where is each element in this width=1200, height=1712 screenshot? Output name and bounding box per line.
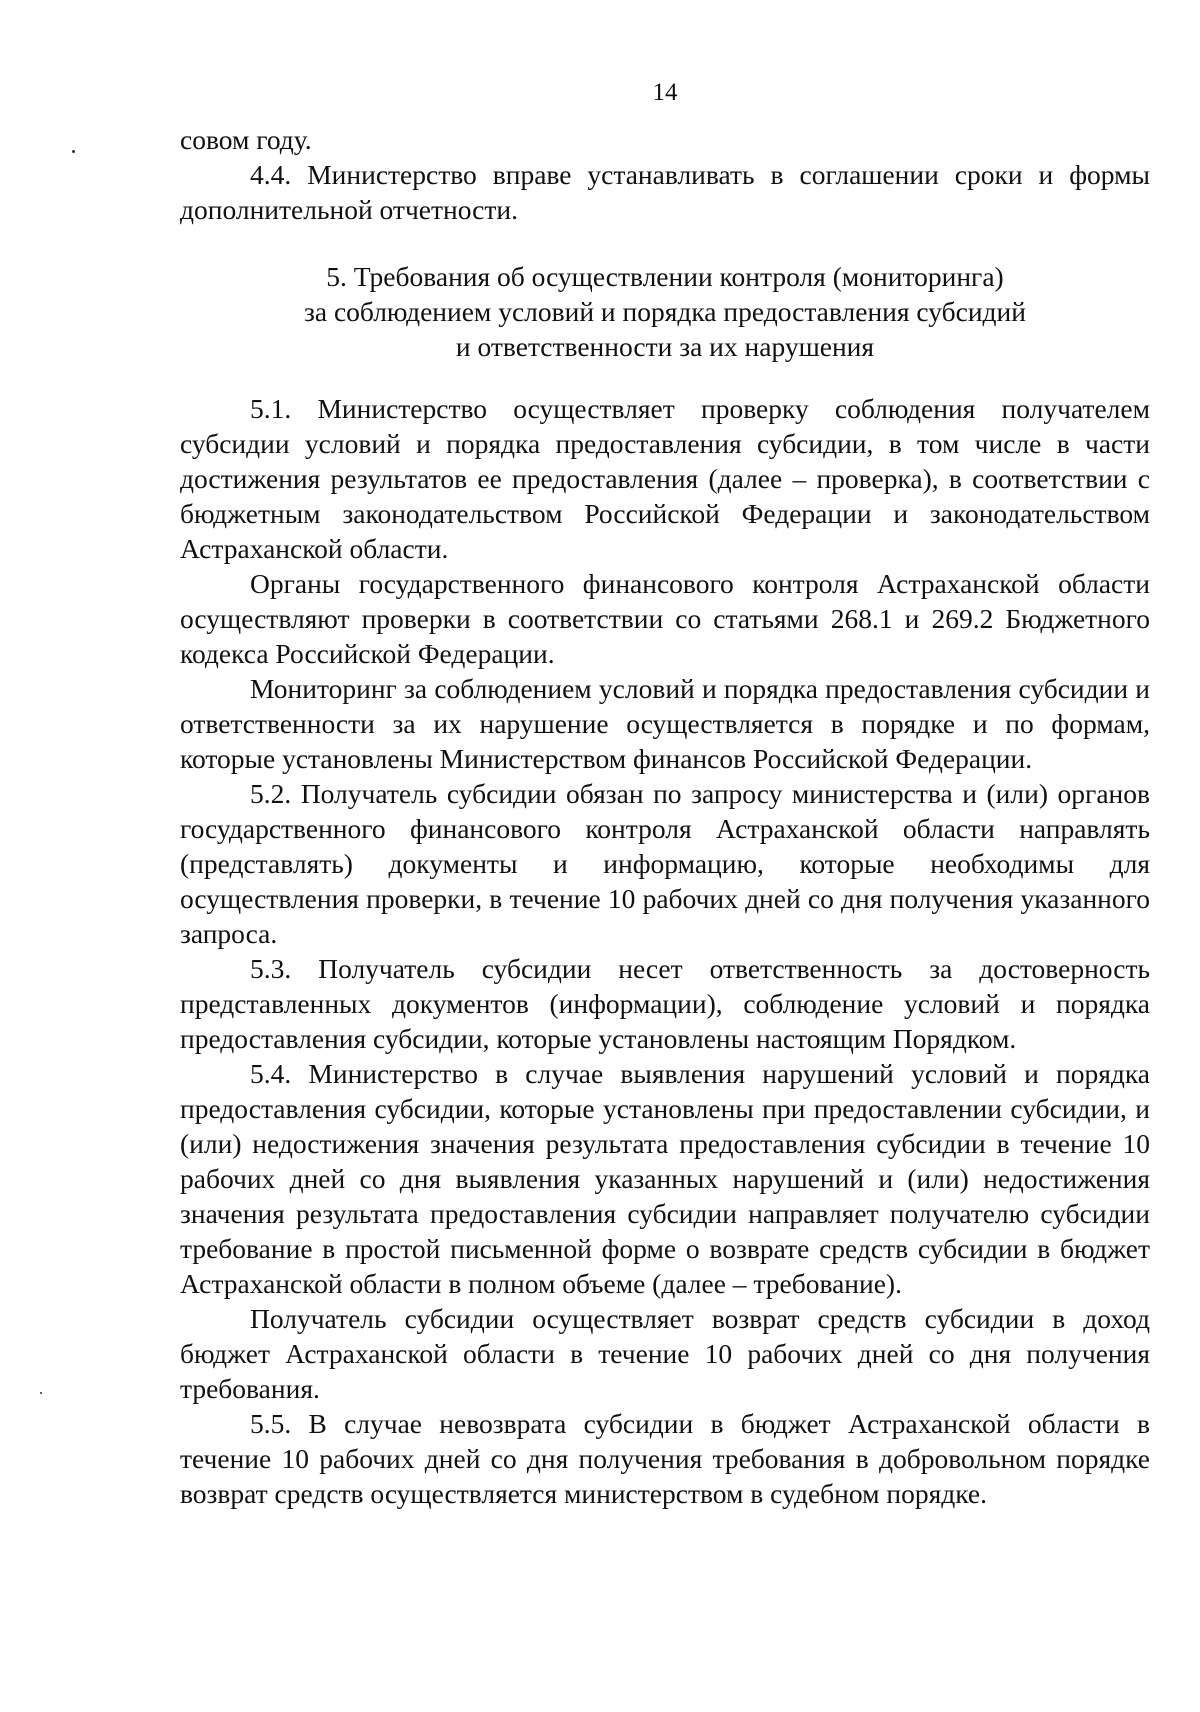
section-heading	[180, 259, 1150, 364]
paragraph-5-3: 5.3. Получатель субсидии несет ответственность за достоверность представленных документов (информации), соблюдение условий и порядка предоставления субсидии, которые установлены настоящим Порядком.	[180, 953, 1150, 1054]
paragraph-control-bodies: Органы государственного финансового контроля Астраханской области осуществляют проверки в соответствии со статьями 268.1 и 269.2 Бюджетного кодекса Российской Федерации.	[180, 568, 1150, 669]
paragraph-5-5: 5.5. В случае невозврата субсидии в бюджет Астраханской области в течение 10 рабочих дней со дня получения требования в добровольном порядке возврат средств осуществляется министерством в судебном порядке.	[180, 1408, 1150, 1509]
paragraph-4-4: 4.4. Министерство вправе устанавливать в соглашении сроки и формы дополнительной отчетности.	[180, 159, 1150, 225]
section-heading-line: 5. Требования об осуществлении контроля (мониторинга)	[326, 261, 1004, 292]
paragraph-5-4: 5.4. Министерство в случае выявления нарушений условий и порядка предоставления субсидии, которые установлены при предоставлении субсидии, и (или) недостижения значения результата предоставления субсидии в течение 10 рабочих дней со дня выявления указанных нарушений и (или) недостижения значения результата предоставления субсидии направляет получателю субсидии требование в простой письменной форме о возврате средств субсидии в бюджет Астраханской области в полном объеме (далее – требование).	[180, 1058, 1150, 1299]
section-heading-line: и ответственности за их нарушения	[455, 331, 875, 362]
section-heading-line: за соблюдением условий и порядка предоставления субсидий	[304, 296, 1026, 327]
paragraph-monitoring: Мониторинг за соблюдением условий и порядка предоставления субсидии и ответственности за их нарушение осуществляется в порядке и по формам, которые установлены Министерством финансов Российской Федерации.	[180, 673, 1150, 774]
scan-speck	[40, 1392, 42, 1394]
scan-speck	[72, 150, 75, 153]
document-body	[180, 122, 1150, 1511]
page-number: 14	[652, 79, 678, 106]
paragraph-5-1: 5.1. Министерство осуществляет проверку соблюдения получателем субсидии условий и порядка предоставления субсидии, в том числе в части достижения результатов ее предоставления (далее – проверка), в соответствии с бюджетным законодательством Российской Федерации и законодательством Астраханской области.	[180, 393, 1150, 564]
paragraph-continuation: совом году.	[180, 124, 312, 155]
paragraph-5-2: 5.2. Получатель субсидии обязан по запросу министерства и (или) органов государственного финансового контроля Астраханской области направлять (представлять) документы и информацию, которые необходимы для осуществления проверки, в течение 10 рабочих дней со дня получения указанного запроса.	[180, 778, 1150, 949]
paragraph-refund: Получатель субсидии осуществляет возврат средств субсидии в доход бюджет Астраханской области в течение 10 рабочих дней со дня получения требования.	[180, 1303, 1150, 1404]
